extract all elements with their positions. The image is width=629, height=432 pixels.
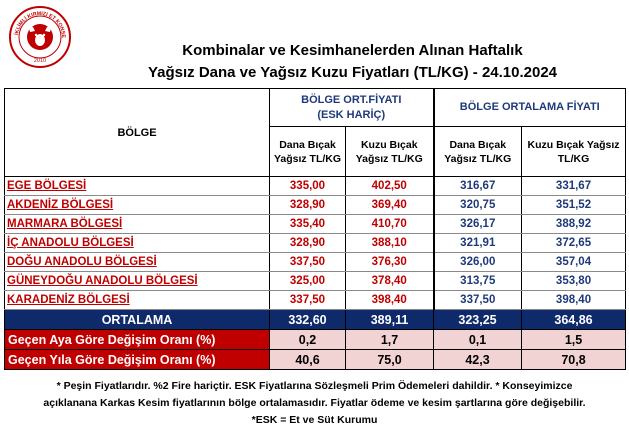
cell-value: 388,10	[346, 234, 434, 253]
cell-value: 326,17	[434, 215, 522, 234]
change-value: 40,6	[270, 350, 346, 370]
average-value: 332,60	[270, 310, 346, 330]
cell-value: 402,50	[346, 177, 434, 196]
table-row	[5, 177, 626, 196]
table-row	[5, 253, 626, 272]
logo-year: 2010	[33, 58, 47, 64]
cell-value: 369,40	[346, 196, 434, 215]
average-value: 389,11	[346, 310, 434, 330]
header-group-average: BÖLGE ORTALAMA FİYATI	[434, 89, 626, 127]
yearly-change-row	[5, 350, 626, 370]
cell-value: 357,04	[522, 253, 626, 272]
average-label: ORTALAMA	[5, 310, 270, 330]
average-value: 323,25	[434, 310, 522, 330]
cell-value: 328,90	[270, 196, 346, 215]
cell-value: 321,91	[434, 234, 522, 253]
region-name: KARADENİZ BÖLGESİ	[5, 291, 270, 310]
cell-value: 351,52	[522, 196, 626, 215]
footnotes	[4, 378, 625, 429]
cell-value: 372,65	[522, 234, 626, 253]
header-region: BÖLGE	[5, 89, 270, 177]
change-value: 0,1	[434, 330, 522, 350]
header-group1-line1: BÖLGE ORT.FİYATI	[301, 93, 402, 106]
title-line-2: Yağsız Dana ve Yağsız Kuzu Fiyatları (TL/KG) - 24.10.2024	[147, 64, 558, 81]
bull-head-icon	[27, 24, 53, 50]
change-value: 1,7	[346, 330, 434, 350]
cell-value: 335,40	[270, 215, 346, 234]
cell-value: 335,00	[270, 177, 346, 196]
cell-value: 326,00	[434, 253, 522, 272]
region-name: AKDENİZ BÖLGESİ	[5, 196, 270, 215]
cell-value: 328,90	[270, 234, 346, 253]
cell-value: 337,50	[434, 291, 522, 310]
footnote-line-1: * Peşin Fiyatlarıdır. %2 Fire hariçtir. ESK Fiyatlarına Sözleşmeli Prim Ödemeleri dahildir. * Konseyimizce	[56, 380, 573, 392]
change-value: 75,0	[346, 350, 434, 370]
region-name: GÜNEYDOĞU ANADOLU BÖLGESİ	[5, 272, 270, 291]
cell-value: 337,50	[270, 291, 346, 310]
header-group-esk-excluded	[270, 89, 434, 127]
change-value: 0,2	[270, 330, 346, 350]
cell-value: 337,50	[270, 253, 346, 272]
footnote-line-2: açıklanana Karkas Kesim fiyatlarının bölge ortalamasıdır. Fiyatlar ödeme ve kesim şartlarına göre değişebilir.	[43, 397, 586, 409]
cell-value: 398,40	[346, 291, 434, 310]
change-value: 70,8	[522, 350, 626, 370]
price-table	[4, 88, 625, 370]
table-row	[5, 196, 626, 215]
cell-value: 331,67	[522, 177, 626, 196]
change-label: Geçen Aya Göre Değişim Oranı (%)	[5, 330, 270, 350]
cell-value: 388,92	[522, 215, 626, 234]
footnote-line-3: *ESK = Et ve Süt Kurumu	[251, 414, 378, 426]
header-col-3: Dana Bıçak Yağsız TL/KG	[434, 127, 522, 177]
region-name: DOĞU ANADOLU BÖLGESİ	[5, 253, 270, 272]
cell-value: 325,00	[270, 272, 346, 291]
monthly-change-row	[5, 330, 626, 350]
cell-value: 313,75	[434, 272, 522, 291]
cell-value: 398,40	[522, 291, 626, 310]
title-line-1: Kombinalar ve Kesimhanelerden Alınan Haftalık	[182, 42, 523, 59]
header-col-4: Kuzu Bıçak Yağsız TL/KG	[522, 127, 626, 177]
table-row	[5, 234, 626, 253]
average-value: 364,86	[522, 310, 626, 330]
header-group1-line2: (ESK HARİÇ)	[317, 108, 386, 121]
header-col-2: Kuzu Bıçak Yağsız TL/KG	[346, 127, 434, 177]
table-row	[5, 272, 626, 291]
report-title	[80, 40, 625, 84]
cell-value: 353,80	[522, 272, 626, 291]
council-logo	[8, 5, 72, 69]
change-value: 1,5	[522, 330, 626, 350]
region-name: İÇ ANADOLU BÖLGESİ	[5, 234, 270, 253]
cell-value: 410,70	[346, 215, 434, 234]
logo-ring-text: İKLİMLİ KIRMIZI ET KONSE	[14, 10, 67, 39]
region-name: EGE BÖLGESİ	[5, 177, 270, 196]
table-row	[5, 291, 626, 310]
cell-value: 376,30	[346, 253, 434, 272]
cell-value: 316,67	[434, 177, 522, 196]
table-row	[5, 215, 626, 234]
cell-value: 320,75	[434, 196, 522, 215]
change-label: Geçen Yıla Göre Değişim Oranı (%)	[5, 350, 270, 370]
cell-value: 378,40	[346, 272, 434, 291]
change-value: 42,3	[434, 350, 522, 370]
region-name: MARMARA BÖLGESİ	[5, 215, 270, 234]
average-row	[5, 310, 626, 330]
header-col-1: Dana Bıçak Yağsız TL/KG	[270, 127, 346, 177]
